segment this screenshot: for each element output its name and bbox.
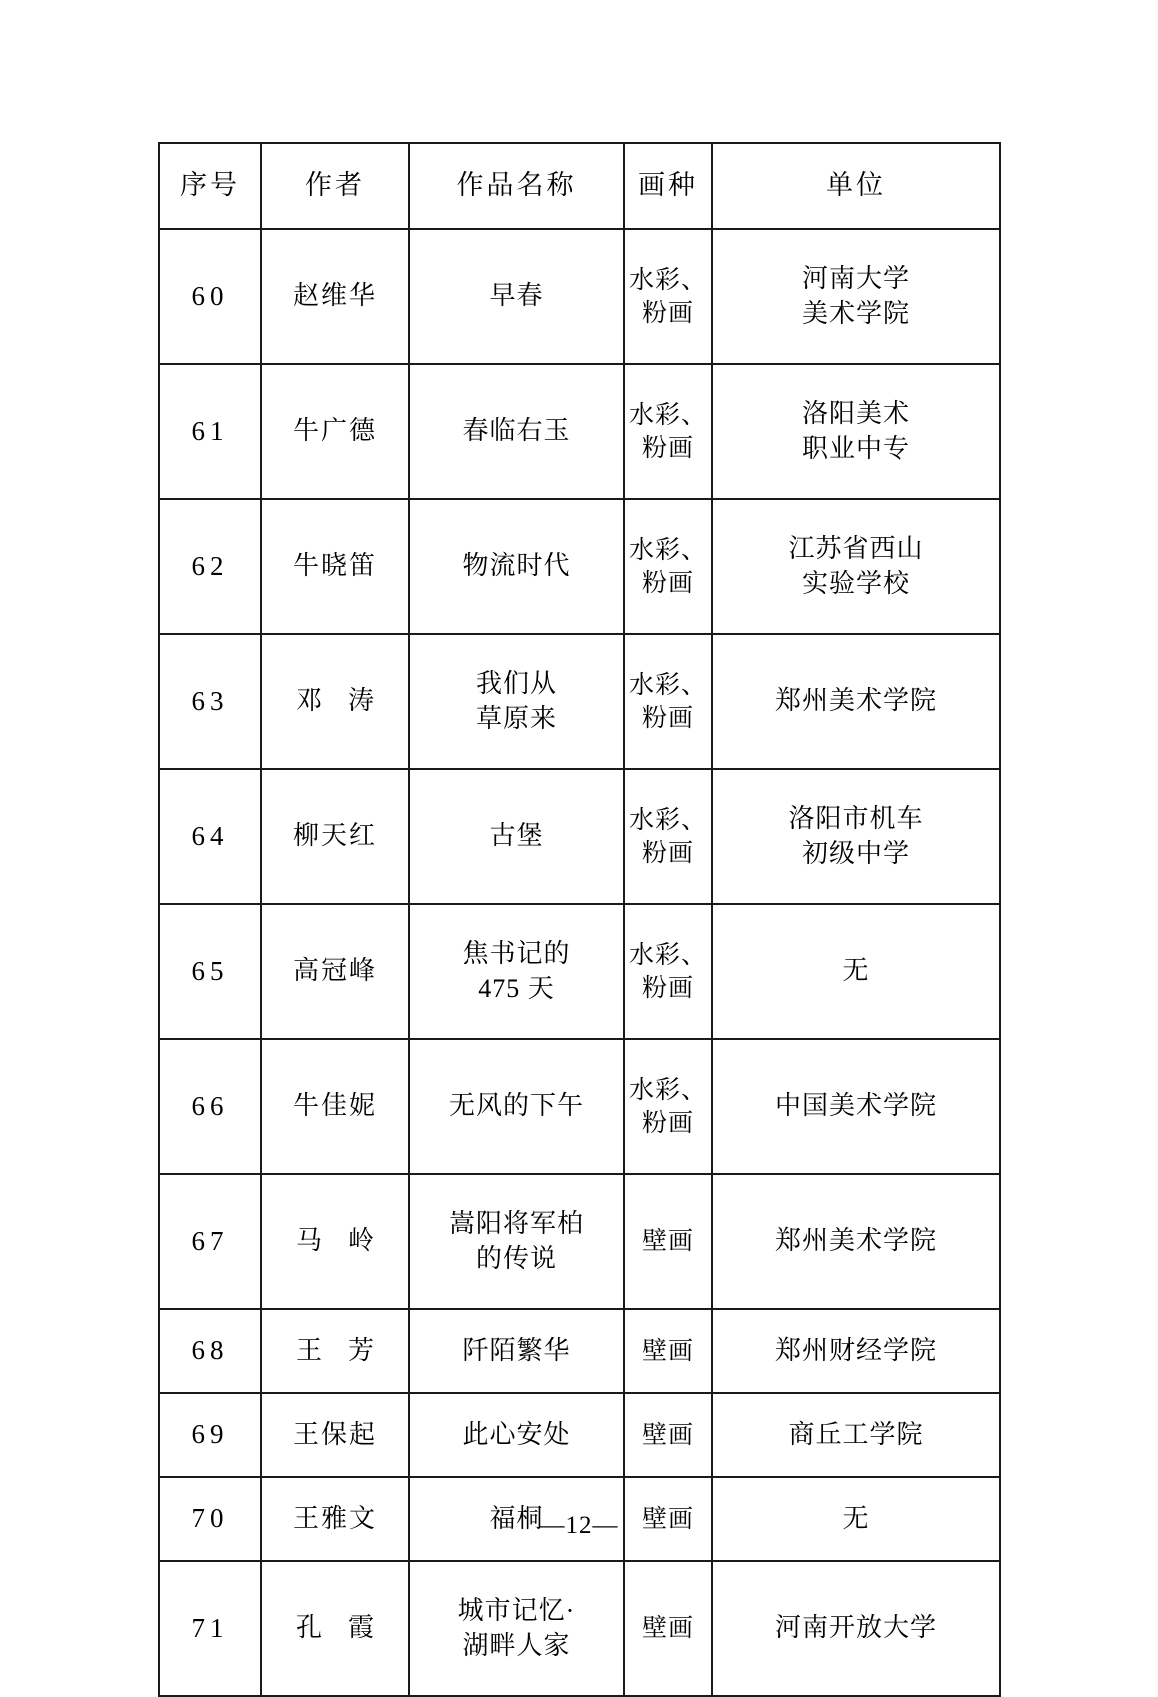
cell-serial: 69 <box>159 1393 261 1477</box>
cell-title <box>409 1174 624 1309</box>
cell-unit-line: 实验学校 <box>801 568 910 598</box>
cell-author: 牛晓笛 <box>261 499 409 634</box>
cell-category-line: 粉画 <box>641 974 694 1002</box>
column-header-category: 画种 <box>624 143 712 229</box>
cell-serial: 71 <box>159 1561 261 1696</box>
cell-title-line: 的传说 <box>475 1243 557 1273</box>
cell-category-line: 水彩、 <box>628 266 707 294</box>
cell-category-line: 壁画 <box>641 1615 694 1642</box>
cell-title-line: 475 天 <box>478 973 555 1003</box>
table-row <box>159 634 1000 769</box>
column-header-author: 作者 <box>261 143 409 229</box>
table-row <box>159 1309 1000 1393</box>
cell-category <box>624 499 712 634</box>
cell-title-line: 福桐 <box>489 1503 544 1533</box>
cell-title <box>409 1309 624 1393</box>
cell-title-line: 此心安处 <box>462 1419 571 1449</box>
column-header-title: 作品名称 <box>409 143 624 229</box>
cell-unit <box>712 904 1000 1039</box>
table-row <box>159 769 1000 904</box>
cell-title <box>409 1039 624 1174</box>
cell-unit-line: 商丘工学院 <box>788 1419 924 1449</box>
cell-title <box>409 499 624 634</box>
column-header-serial: 序号 <box>159 143 261 229</box>
cell-title-line: 城市记忆· <box>457 1596 576 1626</box>
award-table-container <box>158 142 999 1697</box>
table-header <box>159 143 1000 229</box>
cell-serial: 68 <box>159 1309 261 1393</box>
cell-category <box>624 769 712 904</box>
cell-author: 柳天红 <box>261 769 409 904</box>
cell-category-line: 粉画 <box>641 569 694 597</box>
cell-title <box>409 229 624 364</box>
cell-category <box>624 1393 712 1477</box>
cell-title-line: 焦书记的 <box>462 939 571 969</box>
table-body <box>159 229 1000 1696</box>
cell-category-line: 水彩、 <box>628 941 707 969</box>
cell-title-line: 春临右玉 <box>462 416 571 446</box>
cell-title-line: 古堡 <box>489 821 544 851</box>
cell-title-line: 物流时代 <box>462 551 571 581</box>
cell-unit <box>712 1393 1000 1477</box>
cell-unit-line: 河南大学 <box>801 264 910 294</box>
table-row <box>159 1561 1000 1696</box>
cell-author: 王雅文 <box>261 1477 409 1561</box>
cell-title-line: 我们从 <box>475 669 557 699</box>
cell-category-line: 粉画 <box>641 839 694 867</box>
cell-unit-line: 中国美术学院 <box>774 1091 937 1121</box>
cell-unit-line: 无 <box>842 1503 870 1533</box>
cell-category-line: 壁画 <box>641 1505 694 1533</box>
cell-category <box>624 1561 712 1696</box>
cell-title-line: 无风的下午 <box>448 1091 584 1121</box>
cell-serial: 70 <box>159 1477 261 1561</box>
cell-unit <box>712 229 1000 364</box>
cell-author: 高冠峰 <box>261 904 409 1039</box>
cell-title <box>409 364 624 499</box>
cell-author: 赵维华 <box>261 229 409 364</box>
cell-category-line: 水彩、 <box>628 671 707 699</box>
cell-unit-line: 职业中专 <box>801 433 910 463</box>
cell-category-line: 水彩、 <box>628 806 707 834</box>
cell-title-line: 阡陌繁华 <box>462 1335 571 1365</box>
cell-title-line: 早春 <box>489 281 544 311</box>
cell-serial: 65 <box>159 904 261 1039</box>
table-header-row <box>159 143 1000 229</box>
cell-author: 马岭 <box>261 1174 409 1309</box>
cell-category-line: 壁画 <box>641 1228 694 1255</box>
cell-author: 牛佳妮 <box>261 1039 409 1174</box>
column-header-unit: 单位 <box>712 143 1000 229</box>
cell-category-line: 粉画 <box>641 434 694 462</box>
cell-title <box>409 1393 624 1477</box>
cell-category-line: 壁画 <box>641 1421 694 1449</box>
cell-author: 孔霞 <box>261 1561 409 1696</box>
table-row <box>159 229 1000 364</box>
cell-unit-line: 河南开放大学 <box>774 1613 937 1643</box>
cell-title <box>409 904 624 1039</box>
cell-category-line: 壁画 <box>641 1337 694 1365</box>
table-row <box>159 1393 1000 1477</box>
award-list-table <box>158 142 1001 1697</box>
cell-author: 邓涛 <box>261 634 409 769</box>
cell-title <box>409 769 624 904</box>
cell-unit <box>712 364 1000 499</box>
cell-category <box>624 1174 712 1309</box>
cell-serial: 66 <box>159 1039 261 1174</box>
cell-author: 牛广德 <box>261 364 409 499</box>
cell-serial: 67 <box>159 1174 261 1309</box>
cell-category-line: 粉画 <box>641 704 694 732</box>
cell-author: 王芳 <box>261 1309 409 1393</box>
cell-category-line: 粉画 <box>641 1109 694 1137</box>
cell-category-line: 水彩、 <box>628 1076 707 1104</box>
cell-category <box>624 364 712 499</box>
cell-category <box>624 634 712 769</box>
table-row <box>159 904 1000 1039</box>
cell-category-line: 粉画 <box>641 299 694 327</box>
cell-title <box>409 634 624 769</box>
cell-unit-line: 郑州美术学院 <box>774 1226 937 1256</box>
cell-author: 王保起 <box>261 1393 409 1477</box>
cell-unit <box>712 769 1000 904</box>
cell-unit-line: 江苏省西山 <box>788 534 924 564</box>
cell-unit <box>712 1561 1000 1696</box>
cell-unit <box>712 1309 1000 1393</box>
cell-serial: 60 <box>159 229 261 364</box>
cell-unit <box>712 1039 1000 1174</box>
cell-category <box>624 1309 712 1393</box>
cell-unit <box>712 1174 1000 1309</box>
cell-title-line: 嵩阳将军柏 <box>448 1209 584 1239</box>
cell-category <box>624 229 712 364</box>
cell-category <box>624 1039 712 1174</box>
table-row <box>159 499 1000 634</box>
cell-unit-line: 美术学院 <box>801 298 910 328</box>
cell-serial: 61 <box>159 364 261 499</box>
table-row <box>159 1039 1000 1174</box>
table-row <box>159 364 1000 499</box>
cell-title <box>409 1561 624 1696</box>
cell-title-line: 草原来 <box>475 703 557 733</box>
cell-unit <box>712 499 1000 634</box>
cell-unit-line: 洛阳美术 <box>801 399 910 429</box>
cell-unit-line: 洛阳市机车 <box>788 804 924 834</box>
cell-title-line: 湖畔人家 <box>462 1630 571 1660</box>
cell-serial: 62 <box>159 499 261 634</box>
cell-serial: 63 <box>159 634 261 769</box>
cell-serial: 64 <box>159 769 261 904</box>
cell-unit-line: 郑州美术学院 <box>774 686 937 716</box>
page-number: —12— <box>539 1512 619 1539</box>
cell-unit-line: 初级中学 <box>801 838 910 868</box>
cell-unit <box>712 634 1000 769</box>
cell-category-line: 水彩、 <box>628 401 707 429</box>
cell-unit-line: 郑州财经学院 <box>774 1335 937 1365</box>
cell-category-line: 水彩、 <box>628 536 707 564</box>
table-row <box>159 1174 1000 1309</box>
cell-category <box>624 904 712 1039</box>
cell-unit-line: 无 <box>842 956 870 986</box>
